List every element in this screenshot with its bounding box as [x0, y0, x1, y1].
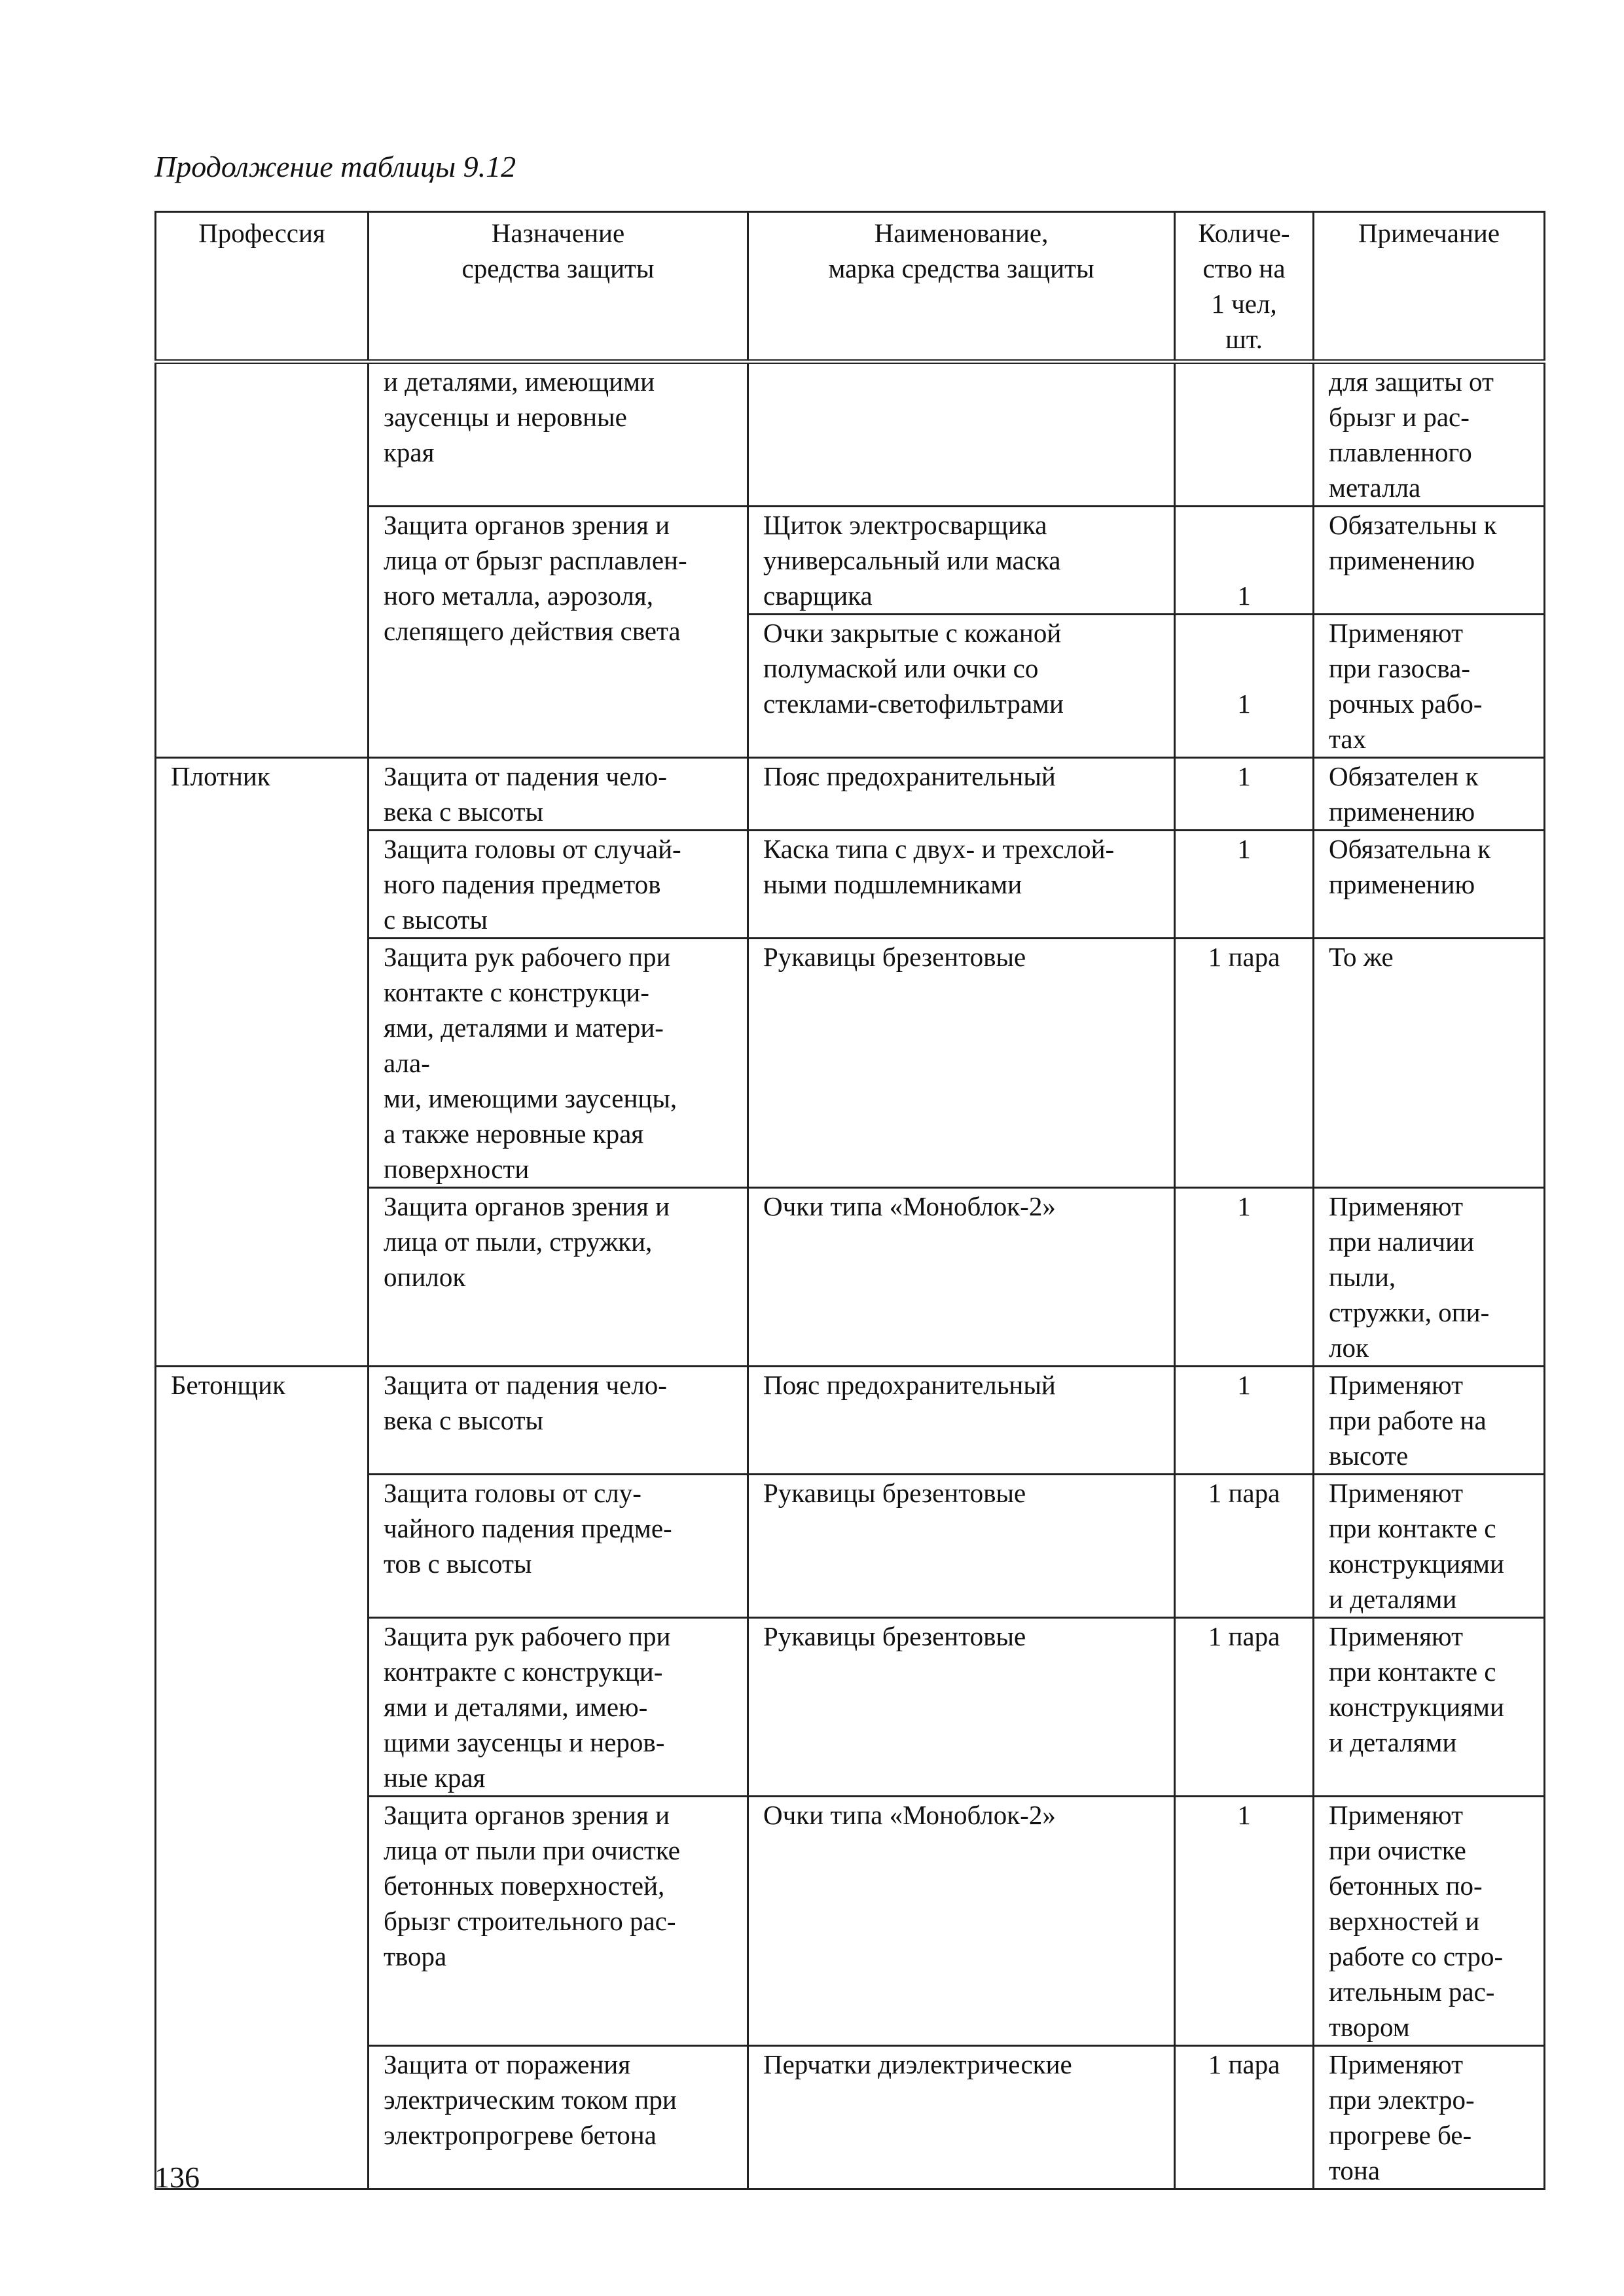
cell-profession: Бетонщик	[156, 1367, 369, 2189]
cell-note: Применяют при наличии пыли, стружки, опи- лок	[1314, 1188, 1545, 1367]
table-caption: Продолжение таблицы 9.12	[154, 150, 516, 183]
cell-qty: 1 пара	[1175, 1475, 1314, 1618]
cell-purpose: Защита органов зрения и лица от пыли, стружки, опилок	[369, 1188, 748, 1367]
cell-note: для защиты от брызг и рас- плавленного металла	[1314, 362, 1545, 507]
cell-purpose: Защита рук рабочего при контакте с конструкци- ями, деталями и матери- ала- ми, имеющими заусенцы, а также неровные края поверхности	[369, 939, 748, 1188]
cell-name: Каска типа с двух- и трехслой- ными подшлемниками	[748, 831, 1175, 939]
cell-purpose: Защита органов зрения и лица от брызг расплавлен- ного металла, аэрозоля, слепящего действия света	[369, 507, 748, 758]
cell-qty: 1 пара	[1175, 939, 1314, 1188]
page-number: 136	[154, 2161, 200, 2194]
cell-note: Применяют при контакте с конструкциями и деталями	[1314, 1618, 1545, 1797]
cell-name: Щиток электросварщика универсальный или маска сварщика	[748, 507, 1175, 615]
cell-qty: 1	[1175, 831, 1314, 939]
header-row	[156, 212, 1545, 362]
cell-name: Очки закрытые с кожаной полумаской или очки со стеклами-светофильтрами	[748, 615, 1175, 758]
cell-note: Применяют при контакте с конструкциями и деталями	[1314, 1475, 1545, 1618]
cell-name: Пояс предохранительный	[748, 1367, 1175, 1475]
cell-profession: Плотник	[156, 758, 369, 1367]
cell-purpose: Защита рук рабочего при контракте с конструкци- ями и деталями, имею- щими заусенцы и неров- ные края	[369, 1618, 748, 1797]
cell-name: Очки типа «Моноблок-2»	[748, 1188, 1175, 1367]
cell-qty: 1	[1175, 1188, 1314, 1367]
cell-note: Применяют при газосва- рочных рабо- тах	[1314, 615, 1545, 758]
cell-name: Рукавицы брезентовые	[748, 1475, 1175, 1618]
cell-note: Обязательна к применению	[1314, 831, 1545, 939]
table-row	[156, 1367, 1545, 1475]
cell-purpose: Защита от падения чело- века с высоты	[369, 1367, 748, 1475]
cell-purpose: Защита органов зрения и лица от пыли при очистке бетонных поверхностей, брызг строительного рас- твора	[369, 1797, 748, 2046]
cell-name: Перчатки диэлектрические	[748, 2046, 1175, 2189]
cell-note: Обязателен к применению	[1314, 758, 1545, 831]
cell-qty: 1	[1175, 1797, 1314, 2046]
cell-name: Рукавицы брезентовые	[748, 1618, 1175, 1797]
table-row	[156, 362, 1545, 507]
cell-name: Очки типа «Моноблок-2»	[748, 1797, 1175, 2046]
header-profession: Профессия	[156, 212, 369, 362]
cell-note: Применяют при работе на высоте	[1314, 1367, 1545, 1475]
cell-profession	[156, 362, 369, 758]
cell-note: Применяют при очистке бетонных по- верхностей и работе со стро- ительным рас- твором	[1314, 1797, 1545, 2046]
header-purpose: Назначение средства защиты	[369, 212, 748, 362]
cell-qty: 1	[1175, 615, 1314, 758]
cell-purpose: Защита головы от слу- чайного падения предме- тов с высоты	[369, 1475, 748, 1618]
header-qty: Количе- ство на 1 чел, шт.	[1175, 212, 1314, 362]
header-name: Наименование, марка средства защиты	[748, 212, 1175, 362]
cell-note: Применяют при электро- прогреве бе- тона	[1314, 2046, 1545, 2189]
cell-purpose: и деталями, имеющими заусенцы и неровные края	[369, 362, 748, 507]
cell-qty: 1 пара	[1175, 2046, 1314, 2189]
cell-purpose: Защита головы от случай- ного падения предметов с высоты	[369, 831, 748, 939]
table-row	[156, 758, 1545, 831]
cell-purpose: Защита от падения чело- века с высоты	[369, 758, 748, 831]
cell-qty: 1	[1175, 507, 1314, 615]
cell-note: Обязательны к применению	[1314, 507, 1545, 615]
cell-qty: 1	[1175, 1367, 1314, 1475]
cell-name: Пояс предохранительный	[748, 758, 1175, 831]
cell-name: Рукавицы брезентовые	[748, 939, 1175, 1188]
cell-purpose: Защита от поражения электрическим током при электропрогреве бетона	[369, 2046, 748, 2189]
header-note: Примечание	[1314, 212, 1545, 362]
cell-name	[748, 362, 1175, 507]
cell-qty: 1	[1175, 758, 1314, 831]
cell-qty	[1175, 362, 1314, 507]
cell-qty: 1 пара	[1175, 1618, 1314, 1797]
protection-table	[154, 211, 1545, 2190]
cell-note: То же	[1314, 939, 1545, 1188]
